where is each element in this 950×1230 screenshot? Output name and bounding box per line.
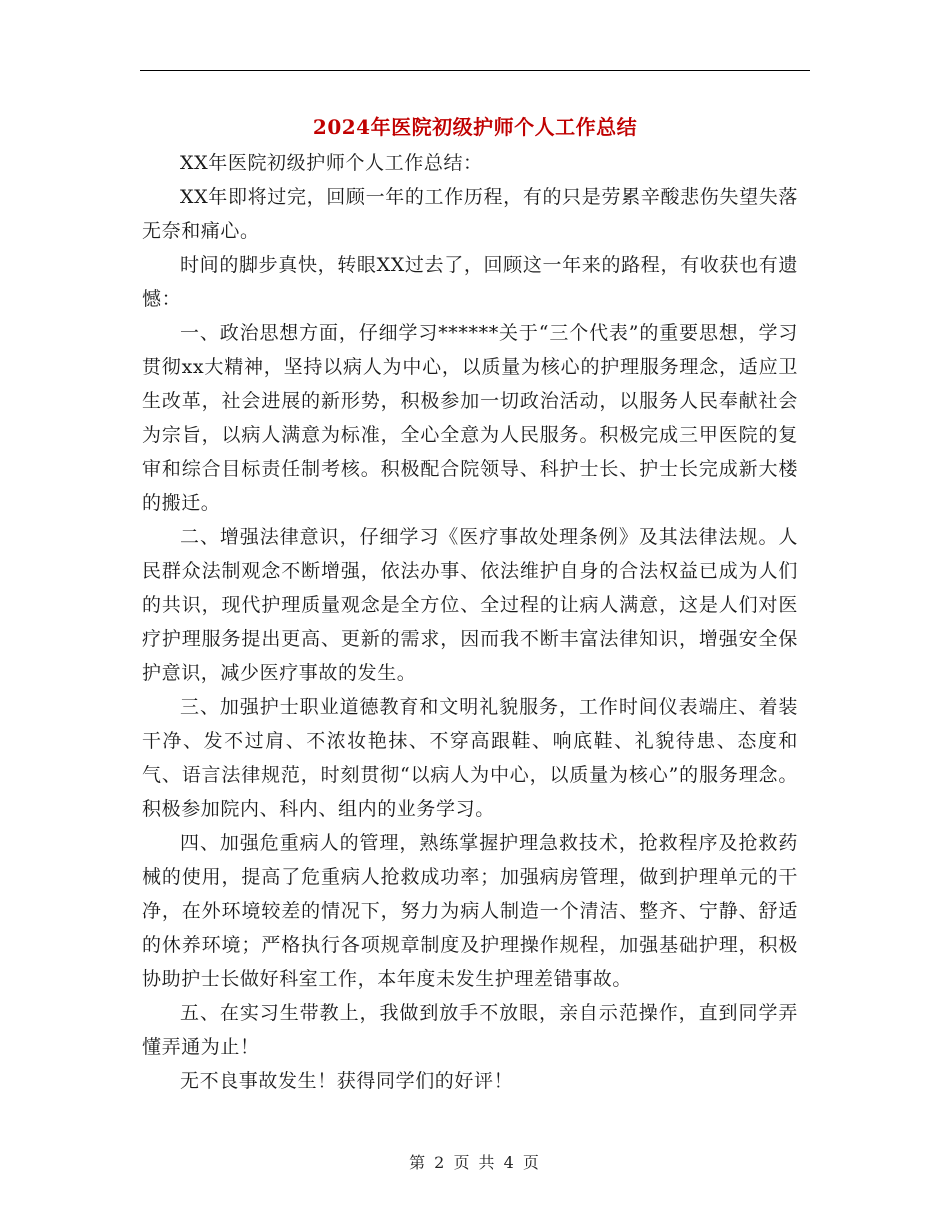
paragraph-section-4: 四、加强危重病人的管理，熟练掌握护理急救技术，抢救程序及抢救药械的使用，提高了危重病人抢救成功率；加强病房管理，做到护理单元的干净，在外环境较差的情况下，努力为病人制造一个清洁、整齐、宁静、舒适的休养环境；严格执行各项规章制度及护理操作规程，加强基础护理，积极协助护士长做好科室工作，本年度未发生护理差错事故。: [142, 832, 798, 990]
paragraph-closing: 无不良事故发生！获得同学们的好评！: [180, 1070, 514, 1092]
paragraph-section-2: 二、增强法律意识，仔细学习《医疗事故处理条例》及其法律法规。人民群众法制观念不断增强，依法办事、依法维护自身的合法权益已成为人们的共识，现代护理质量观念是全方位、全过程的让病人满意，这是人们对医疗护理服务提出更高、更新的需求，因而我不断丰富法律知识，增强安全保护意识，减少医疗事故的发生。: [142, 526, 798, 684]
page-number: 第 2 页 共 4 页: [409, 1153, 541, 1172]
paragraph-section-5: 五、在实习生带教上，我做到放手不放眼，亲自示范操作，直到同学弄懂弄通为止！: [142, 1002, 798, 1058]
page-footer: [140, 1150, 810, 1173]
document-title: 2024年医院初级护师个人工作总结: [312, 115, 638, 139]
paragraph-section-3: 三、加强护士职业道德教育和文明礼貌服务，工作时间仪表端庄、着装干净、发不过肩、不浓妆艳抹、不穿高跟鞋、响底鞋、礼貌待患、态度和气、语言法律规范，时刻贯彻“以病人为中心，以质量为核心”的服务理念。积极参加院内、科内、组内的业务学习。: [142, 696, 798, 820]
document-body: [142, 146, 798, 1098]
paragraph-intro: XX年即将过完，回顾一年的工作历程，有的只是劳累辛酸悲伤失望失落无奈和痛心。: [142, 186, 798, 242]
header-rule: [140, 70, 810, 71]
paragraph-heading: XX年医院初级护师个人工作总结：: [180, 152, 483, 174]
paragraph-section-1: 一、政治思想方面，仔细学习******关于“三个代表”的重要思想，学习贯彻xx大精神，坚持以病人为中心，以质量为核心的护理服务理念，适应卫生改革，社会进展的新形势，积极参加一切政治活动，以服务人民奉献社会为宗旨，以病人满意为标准，全心全意为人民服务。积极完成三甲医院的复审和综合目标责任制考核。积极配合院领导、科护士长、护士长完成新大楼的搬迁。: [142, 322, 798, 514]
paragraph-review: 时间的脚步真快，转眼XX过去了，回顾这一年来的路程，有收获也有遗憾：: [142, 254, 798, 310]
